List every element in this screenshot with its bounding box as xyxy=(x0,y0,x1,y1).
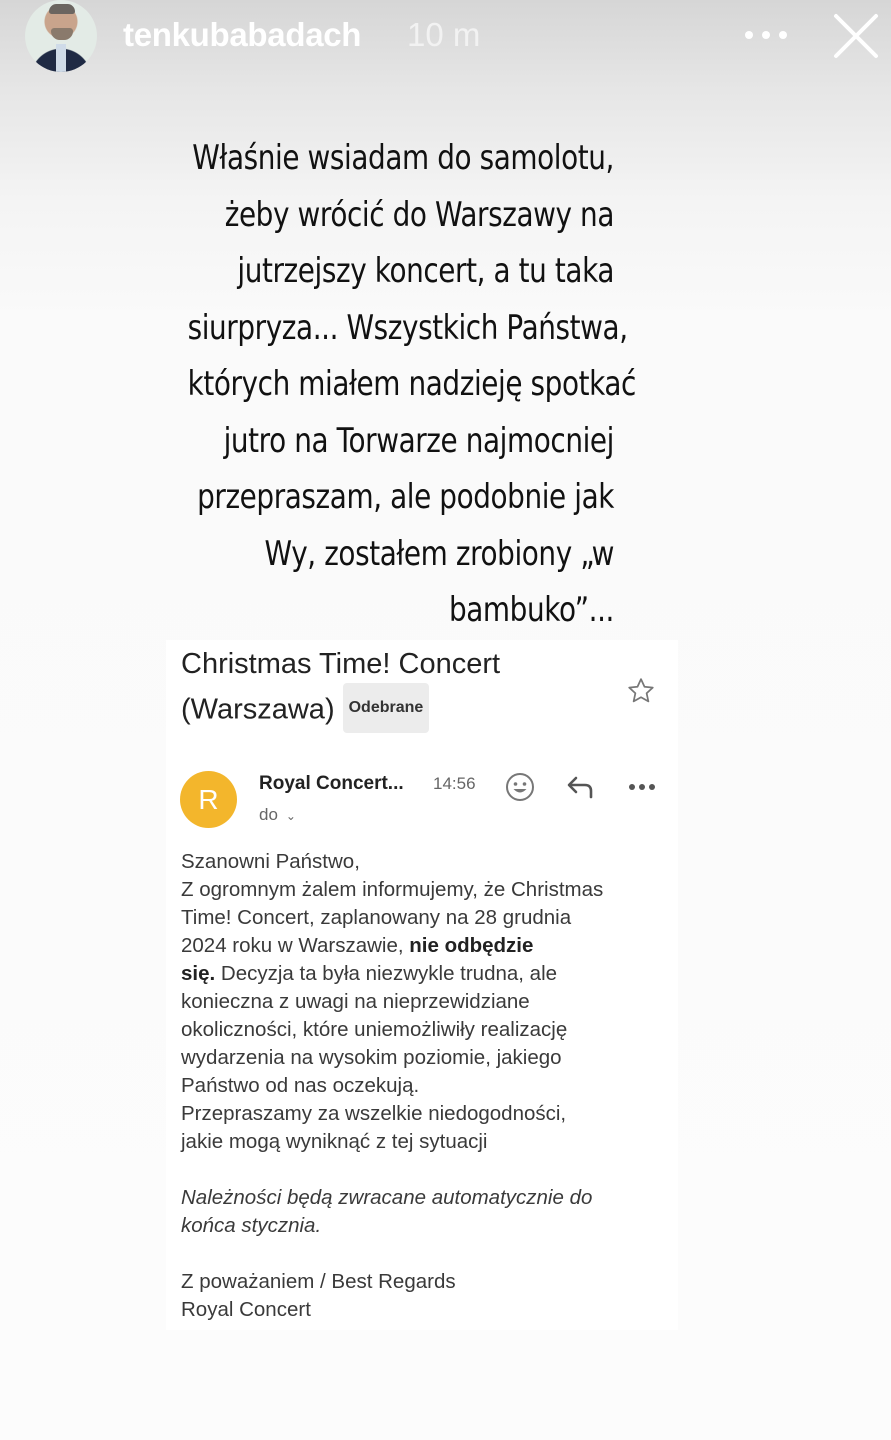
recipient-toggle[interactable] xyxy=(259,805,296,825)
more-horizontal-icon xyxy=(639,784,645,790)
refund-note-line: Należności będą zwracane automatycznie do xyxy=(181,1186,593,1209)
caption-line: Wy, zostałem zrobiony „w xyxy=(264,533,614,574)
spacer xyxy=(181,1240,671,1268)
star-button[interactable] xyxy=(626,676,656,706)
caption-line: Właśnie wsiadam do samolotu, xyxy=(192,138,615,178)
refund-note-line: końca stycznia. xyxy=(181,1214,322,1237)
body-bold-text: się. xyxy=(181,962,216,985)
avatar-beard xyxy=(51,28,73,40)
body-line: Z ogromnym żalem informujemy, że Christmas xyxy=(181,878,604,901)
more-horizontal-icon xyxy=(629,784,635,790)
close-button[interactable] xyxy=(830,10,882,62)
subject-line-1: Christmas Time! Concert xyxy=(181,648,501,680)
body-line: jakie mogą wyniknąć z tej sytuacji xyxy=(181,1130,488,1153)
username[interactable]: tenkubabadach xyxy=(123,16,362,53)
email-screenshot xyxy=(166,640,678,1330)
profile-avatar[interactable] xyxy=(25,0,97,72)
more-horizontal-icon xyxy=(649,784,655,790)
spacer xyxy=(181,1156,671,1184)
inbox-label-badge: Odebrane xyxy=(343,683,430,733)
body-line xyxy=(181,932,671,960)
close-icon xyxy=(830,10,882,62)
body-line: Time! Concert, zaplanowany na 28 grudnia xyxy=(181,906,572,929)
signature: Royal Concert xyxy=(181,1298,311,1321)
signoff: Z poważaniem / Best Regards xyxy=(181,1270,456,1293)
emoji-reaction-button[interactable] xyxy=(504,771,536,803)
sender-avatar: R xyxy=(180,771,237,828)
caption-line: żeby wrócić do Warszawy na xyxy=(224,194,614,235)
sent-time: 14:56 xyxy=(433,774,476,793)
reply-icon xyxy=(565,773,597,801)
body-text-span: 2024 roku w Warszawie, xyxy=(181,934,410,957)
star-outline-icon xyxy=(626,676,656,706)
email-more-button[interactable] xyxy=(629,778,655,796)
caption-line: przepraszam, ale podobnie jak xyxy=(197,477,615,517)
body-line: Przepraszamy za wszelkie niedogodności, xyxy=(181,1102,567,1125)
more-horizontal-icon xyxy=(762,31,770,39)
body-line: Państwo od nas oczekują. xyxy=(181,1074,420,1097)
body-text-span: Decyzja ta była niezwykle trudna, ale xyxy=(215,962,558,985)
caption-line: siurpryza... Wszystkich Państwa, xyxy=(187,307,628,348)
avatar-hair xyxy=(49,4,75,14)
body-bold-text: nie odbędzie xyxy=(409,934,534,957)
emoji-reaction-icon xyxy=(504,771,536,803)
caption-line: których miałem nadzieję spotkać xyxy=(187,364,636,404)
body-line: wydarzenia na wysokim poziomie, jakiego xyxy=(181,1046,562,1069)
body-greeting: Szanowni Państwo, xyxy=(181,850,360,873)
body-line xyxy=(181,960,671,988)
caption-line: jutro na Torwarze najmocniej xyxy=(223,420,614,461)
more-options-button[interactable] xyxy=(745,22,787,48)
story-time-ago: 10 m xyxy=(407,16,481,53)
more-horizontal-icon xyxy=(779,31,787,39)
body-line: konieczna z uwagi na nieprzewidziane xyxy=(181,990,530,1013)
story-header xyxy=(0,0,891,80)
story-caption xyxy=(187,130,636,639)
sender-name[interactable]: Royal Concert... xyxy=(259,773,404,794)
subject-line-2: (Warszawa) xyxy=(181,693,335,726)
email-body xyxy=(181,848,671,1324)
chevron-down-icon: ⌄ xyxy=(285,809,296,823)
caption-line: jutrzejszy koncert, a tu taka xyxy=(237,251,614,291)
more-horizontal-icon xyxy=(745,31,753,39)
recipient-label: do xyxy=(259,805,278,824)
email-subject xyxy=(181,642,621,736)
caption-line: bambuko”... xyxy=(448,590,614,630)
body-line: okoliczności, które uniemożliwiły realizację xyxy=(181,1018,568,1041)
reply-button[interactable] xyxy=(565,773,597,801)
avatar-shirt xyxy=(56,44,66,72)
